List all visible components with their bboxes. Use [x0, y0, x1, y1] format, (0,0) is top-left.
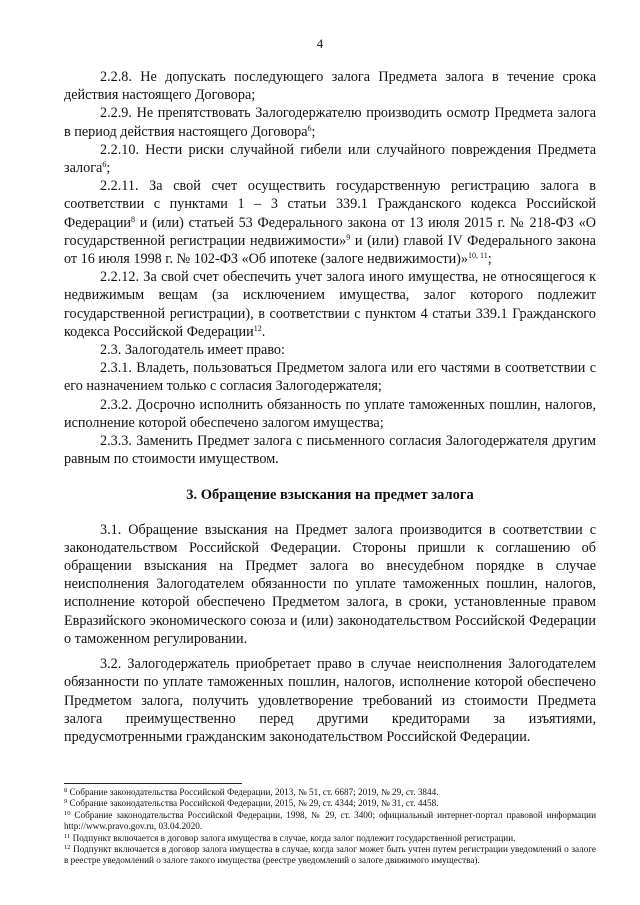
- footnotes: [64, 787, 596, 867]
- footnote-11: $^{11}$ Подпункт включается в договор залога имущества в случае, когда залог подлежит государственной регистрации.: [64, 832, 516, 843]
- footnote-ref: 6: [307, 123, 312, 133]
- footnote-ref: 9: [346, 232, 351, 242]
- footnote-12: $^{12}$ Подпункт включается в договор залога имущества в случае, когда залог может быть учтен путем регистрации уведомлений о залоге в реестре уведомлений о залоге такого имущества (реестре уведомлений о залоге движимого имущества).: [64, 844, 597, 866]
- clause-2-3-1: 2.3.1. Владеть, пользоваться Предметом залога или его частями в соответствии с его назначением только с согласия Залогодержателя;: [64, 360, 596, 395]
- footnote-8: $^8$ Собрание законодательства Российской Федерации, 2013, № 51, ст. 6687; 2019, № 29, ст. 3844.: [64, 787, 439, 797]
- clause-2-2-11: 2.2.11. За свой счет осуществить государственную регистрацию залога в соответствии с пунктами 1 – 3 статьи 339.1 Гражданского кодекса Российской Федерации$^8$ и (или) статьей 53 Федерального закона от 13 июля 2015 г. № 218-ФЗ «О государственной регистрации недвижимости»$^9$ и (или) главой IV Федерального закона от 16 июля 1998 г. № 102-ФЗ «Об ипотеке (залоге недвижимости)»$^{10, 11}$;: [64, 178, 596, 268]
- footnote-10: $^{10}$ Собрание законодательства Российской Федерации, 1998, № 29, ст. 3400; официальный интернет-портал правовой информации http://www.pravo.gov.ru, 03.04.2020.: [64, 809, 597, 832]
- section-heading: 3. Обращение взыскания на предмет залога: [186, 487, 474, 504]
- footnote-9: $^9$ Собрание законодательства Российской Федерации, 2015, № 29, ст. 4344; 2019, № 31, ст. 4458.: [64, 798, 439, 809]
- clause-2-2-10: 2.2.10. Нести риски случайной гибели или случайного повреждения Предмета залога$^6$;: [64, 141, 596, 177]
- clause-2-3: 2.3. Залогодатель имеет право:: [100, 342, 285, 359]
- page-number: 4: [316, 36, 324, 51]
- clause-2-3-3: 2.3.3. Заменить Предмет залога с письменного согласия Залогодержателя другим равным по стоимости имуществом.: [64, 433, 596, 468]
- document-body: [64, 68, 596, 746]
- clause-3-2: 3.2. Залогодержатель приобретает право в случае неисполнения Залогодателем обязанности по уплате таможенных пошлин, налогов, исполнение которой обеспечено Предметом залога, получить удовлетворение требований из стоимости Предмета залога преимущественно перед другими кредиторами за изъятиями, предусмотренными гражданским законодательством Российской Федерации.: [64, 656, 596, 745]
- footnote-ref: 10, 11: [467, 251, 488, 261]
- footnote-ref: 8: [131, 214, 136, 224]
- clause-2-2-8: 2.2.8. Не допускать последующего залога Предмета залога в течение срока действия настоящего Договора;: [64, 69, 596, 104]
- footnote-ref: 12: [253, 323, 262, 333]
- clause-2-2-12: 2.2.12. За свой счет обеспечить учет залога иного имущества, не относящегося к недвижимым вещам (за исключением имущества, залог которого подлежит государственной регистрации), в соответствии с пунктом 4 статьи 339.1 Гражданского кодекса Российской Федерации$^{12}$.: [64, 269, 596, 340]
- clause-2-2-9: 2.2.9. Не препятствовать Залогодержателю производить осмотр Предмета залога в период действия настоящего Договора$^6$;: [64, 105, 596, 140]
- footnote-ref: 6: [102, 160, 107, 170]
- clause-3-1: 3.1. Обращение взыскания на Предмет залога производится в соответствии с законодательством Российской Федерации. Стороны пришли к соглашению об обращении взыскания на Предмет залога во внесудебном порядке в случае неисполнения Залогодателем обязанности по уплате таможенных пошлин, налогов, исполнение которой обеспечено Предметом залога, в сроки, установленные правом Евразийского экономического союза и (или) законодательством Российской Федерации о таможенном регулировании.: [64, 521, 596, 647]
- clause-2-3-2: 2.3.2. Досрочно исполнить обязанность по уплате таможенных пошлин, налогов, исполнение которой обеспечено залогом имущества;: [64, 396, 596, 431]
- footnote-divider: [64, 783, 242, 784]
